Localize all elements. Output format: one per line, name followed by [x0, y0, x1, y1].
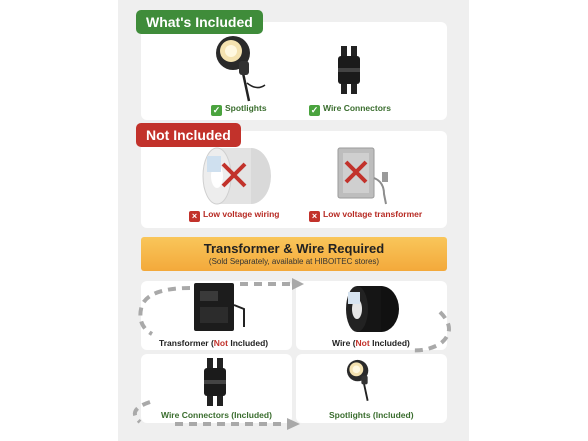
included-title: What's Included — [136, 10, 263, 34]
included-item-spotlights: ✓ Spotlights — [212, 103, 267, 115]
included-item-wire-connectors: ✓ Wire Connectors — [310, 103, 391, 115]
not-included-item-transformer: × Low voltage transformer — [309, 209, 422, 222]
x-icon: × — [309, 211, 320, 222]
transformer-icon — [192, 283, 256, 335]
spotlight-icon — [340, 356, 384, 404]
check-icon: ✓ — [212, 105, 221, 115]
check-icon: ✓ — [310, 105, 319, 115]
x-icon: × — [189, 211, 200, 222]
required-label-wire: Wire (Not Included) — [332, 338, 410, 348]
requirement-subtitle: (Sold Separately, available at HIBOITEC stores) — [208, 257, 380, 266]
wire-connector-icon — [200, 358, 230, 406]
requirement-title: Transformer & Wire Required — [203, 241, 385, 256]
not-included-item-wiring: × Low voltage wiring — [189, 209, 280, 222]
required-label-wire-connectors: Wire Connectors (Included) — [161, 410, 272, 420]
wire-spool-icon — [345, 284, 401, 334]
required-label-spotlights: Spotlights (Included) — [329, 410, 414, 420]
required-label-transformer: Transformer (Not Included) — [159, 338, 269, 348]
not-included-title: Not Included — [136, 123, 241, 147]
